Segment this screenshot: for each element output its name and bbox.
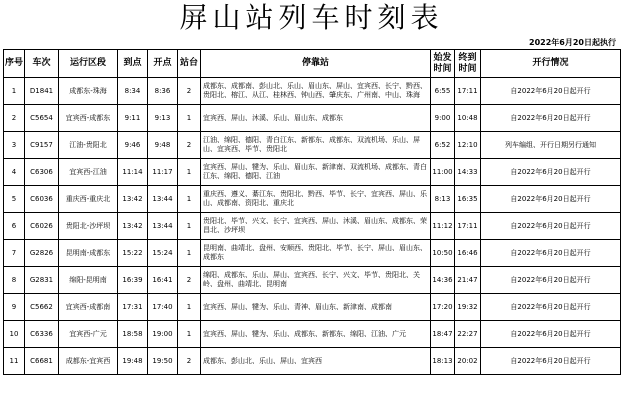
cell-terminal-time: 20:02 <box>455 348 481 375</box>
cell-status: 自2022年6月20日起开行 <box>481 159 621 186</box>
cell-depart: 11:17 <box>148 159 178 186</box>
cell-stops: 江油、绵阳、德阳、青白江东、新都东、成都东、双流机场、乐山、屏山、宜宾西、毕节、贵阳北 <box>201 132 431 159</box>
header-arrive: 到点 <box>118 50 148 78</box>
cell-origin-time: 11:12 <box>431 213 455 240</box>
cell-stops: 宜宾西、屏山、犍为、乐山、成都东、新都东、绵阳、江油、广元 <box>201 321 431 348</box>
cell-train: C5662 <box>25 294 59 321</box>
cell-index: 7 <box>4 240 25 267</box>
table-row <box>4 321 621 348</box>
cell-status: 自2022年6月20日起开行 <box>481 267 621 294</box>
header-route: 运行区段 <box>59 50 118 78</box>
cell-origin-time: 18:13 <box>431 348 455 375</box>
table-row <box>4 159 621 186</box>
cell-origin-time: 9:00 <box>431 105 455 132</box>
cell-terminal-time: 14:33 <box>455 159 481 186</box>
cell-stops: 宜宾西、屏山、沐溪、乐山、眉山东、成都东 <box>201 105 431 132</box>
cell-platform: 2 <box>178 132 201 159</box>
cell-route: 成都东-宜宾西 <box>59 348 118 375</box>
cell-train: C6306 <box>25 159 59 186</box>
cell-terminal-time: 17:11 <box>455 78 481 105</box>
cell-status: 自2022年6月20日起开行 <box>481 78 621 105</box>
cell-depart: 19:00 <box>148 321 178 348</box>
cell-arrive: 17:31 <box>118 294 148 321</box>
cell-stops: 重庆西、遵义、綦江东、贵阳北、黔西、毕节、长宁、宜宾西、屏山、乐山、成都南、资阳北、重庆北 <box>201 186 431 213</box>
cell-status: 自2022年6月20日起开行 <box>481 240 621 267</box>
table-row <box>4 132 621 159</box>
cell-index: 9 <box>4 294 25 321</box>
cell-origin-time: 6:55 <box>431 78 455 105</box>
cell-index: 11 <box>4 348 25 375</box>
header-platform: 站台 <box>178 50 201 78</box>
cell-train: D1841 <box>25 78 59 105</box>
cell-origin-time: 10:50 <box>431 240 455 267</box>
cell-platform: 1 <box>178 186 201 213</box>
table-row <box>4 186 621 213</box>
cell-train: G2826 <box>25 240 59 267</box>
header-stops: 停靠站 <box>201 50 431 78</box>
cell-terminal-time: 16:46 <box>455 240 481 267</box>
cell-platform: 1 <box>178 213 201 240</box>
cell-arrive: 13:42 <box>118 213 148 240</box>
cell-platform: 2 <box>178 267 201 294</box>
cell-depart: 8:36 <box>148 78 178 105</box>
cell-arrive: 19:48 <box>118 348 148 375</box>
cell-depart: 15:24 <box>148 240 178 267</box>
cell-route: 成都东-珠海 <box>59 78 118 105</box>
cell-platform: 1 <box>178 240 201 267</box>
header-train: 车次 <box>25 50 59 78</box>
cell-stops: 贵阳北、毕节、兴文、长宁、宜宾西、屏山、沐溪、眉山东、成都东、荣昌北、沙坪坝 <box>201 213 431 240</box>
cell-route: 江油-贵阳北 <box>59 132 118 159</box>
cell-terminal-time: 16:35 <box>455 186 481 213</box>
cell-depart: 13:44 <box>148 186 178 213</box>
cell-platform: 1 <box>178 159 201 186</box>
cell-train: C6026 <box>25 213 59 240</box>
cell-arrive: 11:14 <box>118 159 148 186</box>
cell-arrive: 15:22 <box>118 240 148 267</box>
cell-index: 2 <box>4 105 25 132</box>
header-depart: 开点 <box>148 50 178 78</box>
cell-index: 6 <box>4 213 25 240</box>
cell-train: C9157 <box>25 132 59 159</box>
cell-route: 重庆西-重庆北 <box>59 186 118 213</box>
cell-origin-time: 17:20 <box>431 294 455 321</box>
cell-stops: 宜宾西、屏山、犍为、乐山、眉山东、新津南、双流机场、成都东、青白江东、绵阳、德阳、江油 <box>201 159 431 186</box>
cell-arrive: 16:39 <box>118 267 148 294</box>
cell-stops: 成都东、彭山北、乐山、屏山、宜宾西 <box>201 348 431 375</box>
cell-status: 自2022年6月20日起开行 <box>481 186 621 213</box>
header-status: 开行情况 <box>481 50 621 78</box>
cell-platform: 1 <box>178 294 201 321</box>
cell-index: 8 <box>4 267 25 294</box>
cell-status: 自2022年6月20日起开行 <box>481 321 621 348</box>
cell-train: C6336 <box>25 321 59 348</box>
cell-route: 贵阳北-沙坪坝 <box>59 213 118 240</box>
cell-platform: 1 <box>178 321 201 348</box>
cell-index: 1 <box>4 78 25 105</box>
cell-terminal-time: 19:32 <box>455 294 481 321</box>
cell-depart: 9:13 <box>148 105 178 132</box>
table-row <box>4 294 621 321</box>
header-row <box>4 50 621 78</box>
cell-depart: 9:48 <box>148 132 178 159</box>
cell-route: 宜宾西-广元 <box>59 321 118 348</box>
cell-terminal-time: 22:27 <box>455 321 481 348</box>
cell-status: 自2022年6月20日起开行 <box>481 294 621 321</box>
cell-index: 5 <box>4 186 25 213</box>
table-row <box>4 78 621 105</box>
cell-arrive: 13:42 <box>118 186 148 213</box>
cell-stops: 宜宾西、屏山、犍为、乐山、青神、眉山东、新津南、成都南 <box>201 294 431 321</box>
table-row <box>4 105 621 132</box>
cell-train: C6036 <box>25 186 59 213</box>
header-origin-time: 始发时间 <box>431 50 455 78</box>
cell-index: 10 <box>4 321 25 348</box>
cell-arrive: 8:34 <box>118 78 148 105</box>
cell-terminal-time: 17:11 <box>455 213 481 240</box>
cell-arrive: 18:58 <box>118 321 148 348</box>
cell-terminal-time: 12:10 <box>455 132 481 159</box>
cell-arrive: 9:46 <box>118 132 148 159</box>
header-terminal-time: 终到时间 <box>455 50 481 78</box>
table-row <box>4 348 621 375</box>
cell-status: 自2022年6月20日起开行 <box>481 213 621 240</box>
cell-route: 昆明南-成都东 <box>59 240 118 267</box>
table-row <box>4 267 621 294</box>
cell-depart: 19:50 <box>148 348 178 375</box>
cell-status: 自2022年6月20日起开行 <box>481 105 621 132</box>
cell-train: C5654 <box>25 105 59 132</box>
cell-origin-time: 11:00 <box>431 159 455 186</box>
cell-route: 绵阳-昆明南 <box>59 267 118 294</box>
table-row <box>4 240 621 267</box>
cell-stops: 成都东、成都南、彭山北、乐山、眉山东、屏山、宜宾西、长宁、黔西、贵阳北、榕江、从江、桂林西、钟山西、肇庆东、广州南、中山、珠海 <box>201 78 431 105</box>
cell-terminal-time: 21:47 <box>455 267 481 294</box>
cell-route: 宜宾西-江油 <box>59 159 118 186</box>
cell-origin-time: 8:13 <box>431 186 455 213</box>
cell-platform: 1 <box>178 105 201 132</box>
cell-terminal-time: 10:48 <box>455 105 481 132</box>
cell-index: 4 <box>4 159 25 186</box>
cell-status: 自2022年6月20日起开行 <box>481 348 621 375</box>
cell-stops: 昆明南、曲靖北、盘州、安顺西、贵阳北、毕节、长宁、屏山、眉山东、成都东 <box>201 240 431 267</box>
table-row <box>4 213 621 240</box>
cell-train: G2831 <box>25 267 59 294</box>
cell-arrive: 9:11 <box>118 105 148 132</box>
cell-origin-time: 14:36 <box>431 267 455 294</box>
cell-train: C6681 <box>25 348 59 375</box>
cell-route: 宜宾西-成都东 <box>59 105 118 132</box>
timetable <box>3 49 621 375</box>
cell-depart: 13:44 <box>148 213 178 240</box>
cell-status: 列车编组、开行日期另行通知 <box>481 132 621 159</box>
cell-origin-time: 6:52 <box>431 132 455 159</box>
cell-origin-time: 18:47 <box>431 321 455 348</box>
cell-stops: 绵阳、成都东、乐山、屏山、宜宾西、长宁、兴文、毕节、贵阳北、关岭、盘州、曲靖北、昆明南 <box>201 267 431 294</box>
page-title: 屏山站列车时刻表 <box>179 1 444 34</box>
cell-depart: 17:40 <box>148 294 178 321</box>
cell-index: 3 <box>4 132 25 159</box>
effective-date: 2022年6月20日起执行 <box>529 38 616 47</box>
cell-route: 宜宾西-成都南 <box>59 294 118 321</box>
cell-depart: 16:41 <box>148 267 178 294</box>
cell-platform: 2 <box>178 348 201 375</box>
cell-platform: 2 <box>178 78 201 105</box>
header-index: 序号 <box>4 50 25 78</box>
